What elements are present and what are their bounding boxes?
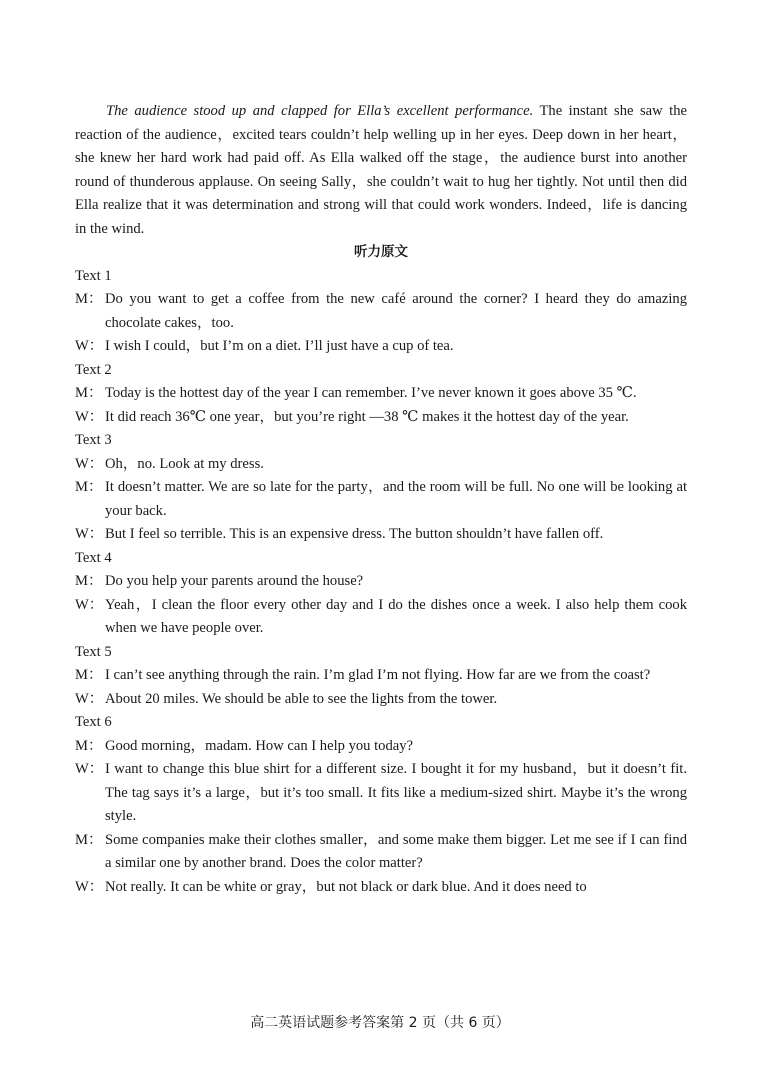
speaker-label: W： <box>75 455 104 472</box>
dialogue-line <box>75 594 687 641</box>
speech-text: Not really. It can be white or gray，but not black or dark blue. And it does need to <box>105 878 587 895</box>
text-label: Text 2 <box>75 361 112 378</box>
dialogue-line <box>75 735 687 759</box>
text-label: Text 4 <box>75 549 112 566</box>
dialogue-line <box>75 453 687 477</box>
speech-text: About 20 miles. We should be able to see the lights from the tower. <box>105 690 498 707</box>
document-page <box>75 100 687 899</box>
page-footer: 高二英语试题参考答案第 2 页（共 6 页） <box>250 1015 510 1031</box>
speech-text: Do you want to get a coffee from the new café around the corner? I heard they do amazing chocolate cakes，too. <box>105 291 687 331</box>
speech-text: Good morning，madam. How can I help you today? <box>105 737 414 754</box>
speech-text: But I feel so terrible. This is an expensive dress. The button shouldn’t have fallen off. <box>105 526 604 542</box>
dialogue-line <box>75 406 687 430</box>
speaker-label: W： <box>75 596 104 613</box>
text-label: Text 6 <box>75 714 112 730</box>
dialogue-line <box>75 335 687 359</box>
speech-text: It did reach 36℃ one year，but you’re right —38 ℃ makes it the hottest day of the year. <box>105 408 629 425</box>
speech-text: I want to change this blue shirt for a different size. I bought it for my husband，but it doesn’t fit. The tag says it’s a large，but it’s too small. It fits like a medium-sized shirt. Maybe it’s the wrong style. <box>105 761 687 824</box>
speech-text: Today is the hottest day of the year I can remember. I’ve never known it goes above 35 ℃. <box>105 385 637 401</box>
speaker-label: W： <box>75 526 104 542</box>
speech-text: It doesn’t matter. We are so late for the party，and the room will be full. No one will be looking at your back. <box>105 479 687 519</box>
text-label: Text 3 <box>75 432 112 448</box>
story-paragraph <box>75 100 687 241</box>
speech-text: Yeah，I clean the floor every other day and I do the dishes once a week. I also help them cook when we have people over. <box>105 596 687 636</box>
speaker-label: M： <box>75 573 103 589</box>
dialogue-line <box>75 382 687 406</box>
text-label: Text 1 <box>75 267 112 284</box>
speaker-label: W： <box>75 761 104 777</box>
speaker-label: M： <box>75 385 103 401</box>
speaker-label: W： <box>75 408 104 425</box>
dialogue-line <box>75 664 687 688</box>
dialogue-line <box>75 523 687 547</box>
speech-text: I can’t see anything through the rain. I’m glad I’m not flying. How far are we from the coast? <box>105 667 651 683</box>
story-text: The instant she saw the reaction of the audience，excited tears couldn’t help welling up in her eyes. Deep down in her heart，she knew her hard work had paid off. As Ella walked off the stage，the audience burst into another round of thunderous applause. On seeing Sally，she couldn’t wait to hug her tightly. Not until then did Ella realize that it was determination and strong will that could work wonders. Indeed，life is dancing in the wind. <box>75 103 687 237</box>
speaker-label: M： <box>75 479 103 495</box>
speech-text: I wish I could，but I’m on a diet. I’ll just have a cup of tea. <box>105 338 454 354</box>
speech-text: Do you help your parents around the house? <box>105 573 364 589</box>
speaker-label: W： <box>75 338 104 354</box>
section-title: 听力原文 <box>354 244 408 260</box>
dialogue-line <box>75 829 687 876</box>
speaker-label: M： <box>75 291 103 307</box>
speaker-label: W： <box>75 878 104 895</box>
text-label: Text 5 <box>75 643 112 660</box>
dialogue-line <box>75 570 687 594</box>
dialogue-line <box>75 288 687 335</box>
dialogue-line <box>75 758 687 829</box>
speaker-label: W： <box>75 690 104 707</box>
speaker-label: M： <box>75 667 103 683</box>
listening-transcript <box>75 265 687 900</box>
dialogue-line <box>75 876 687 900</box>
speaker-label: M： <box>75 831 103 848</box>
dialogue-line <box>75 688 687 712</box>
speaker-label: M： <box>75 737 103 754</box>
story-italic-lead: The audience stood up and clapped for Ella’s excellent performance. <box>106 103 534 119</box>
speech-text: Some companies make their clothes smaller，and some make them bigger. Let me see if I can find a similar one by another brand. Does the color matter? <box>105 831 687 871</box>
dialogue-line <box>75 476 687 523</box>
speech-text: Oh，no. Look at my dress. <box>105 455 264 472</box>
